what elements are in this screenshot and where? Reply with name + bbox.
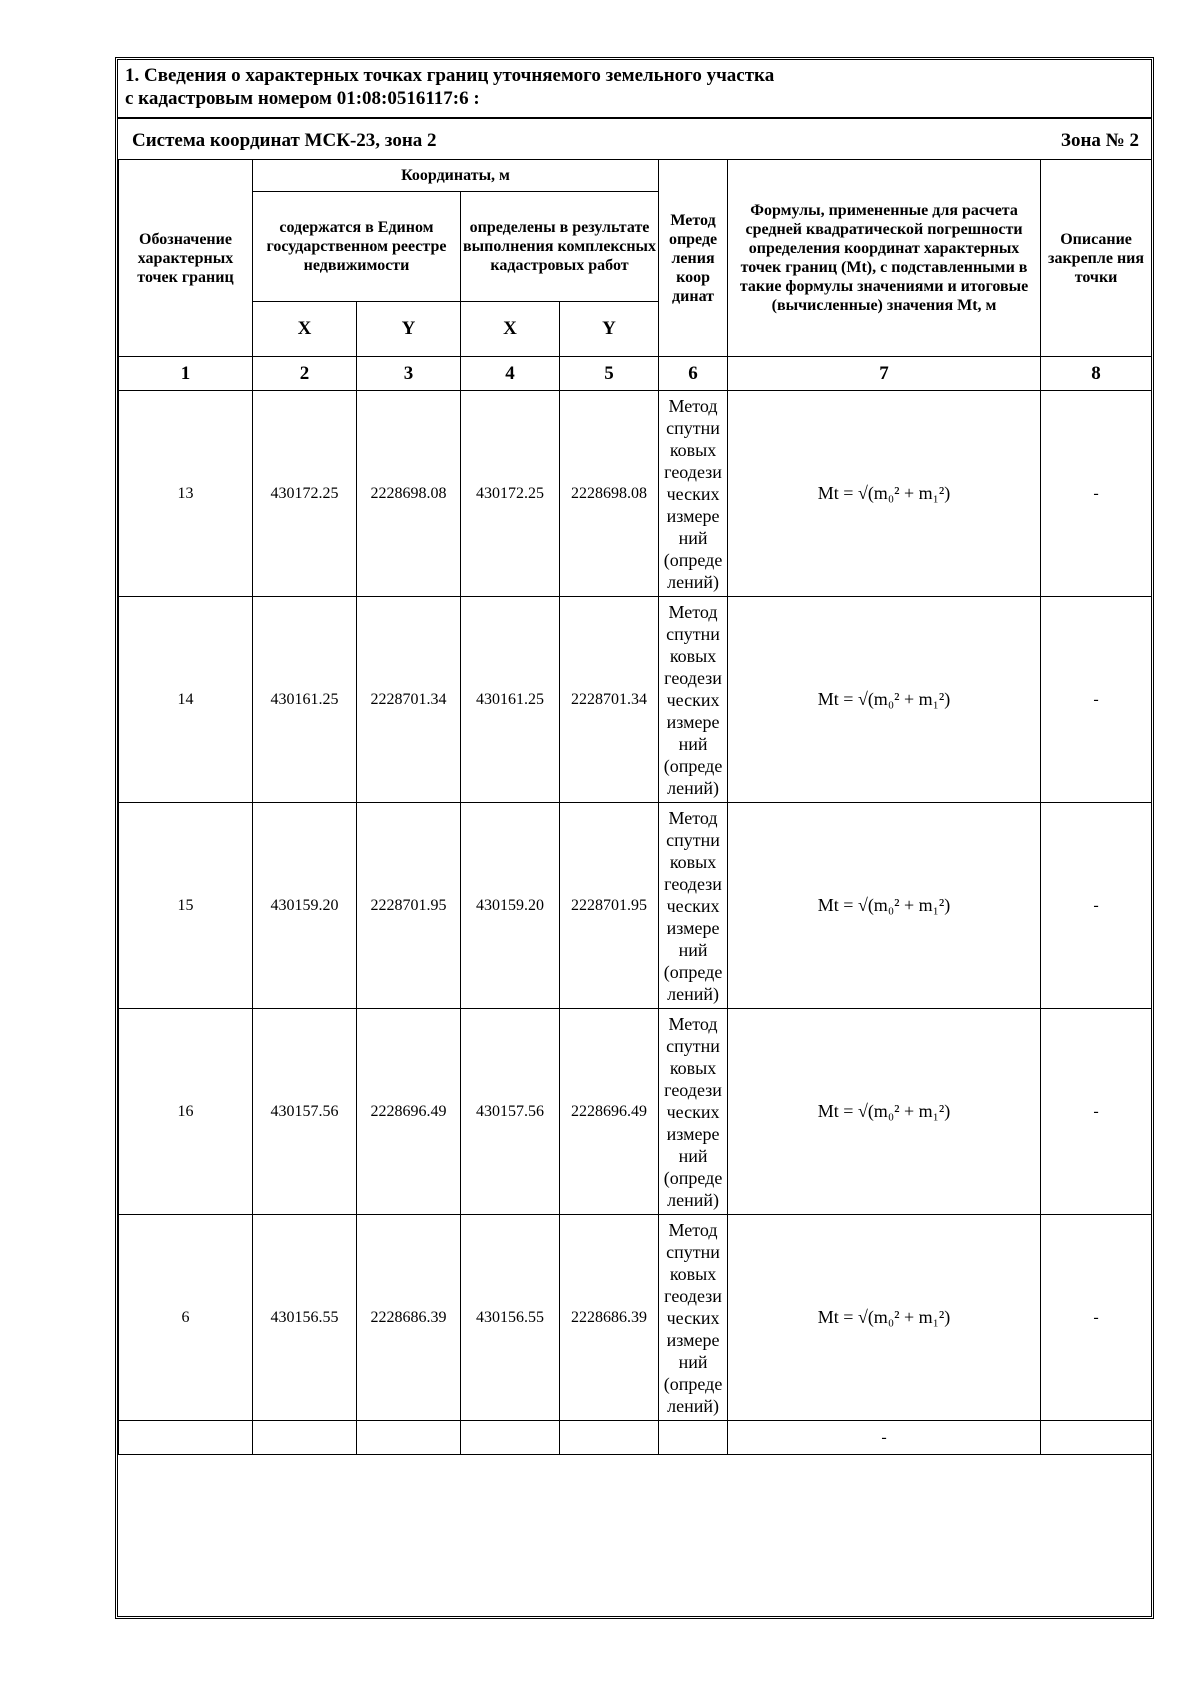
point-id: 6: [119, 1215, 253, 1421]
empty-cell: [253, 1421, 357, 1455]
method-text: Метод спутни ковых геодези ческих измере ний (опреде лений): [659, 391, 728, 597]
header-designation: Обозначение характерных точек границ: [119, 160, 253, 357]
divider: [118, 117, 1151, 119]
formula-text: Mt = √(m₀² + m₁²): [728, 803, 1041, 1009]
method-text: Метод спутни ковых геодези ческих измере ний (опреде лений): [659, 1215, 728, 1421]
column-number: 6: [659, 357, 728, 391]
y-determined: 2228701.95: [560, 803, 659, 1009]
header-method: Метод опреде ления коор динат: [659, 160, 728, 357]
coordinate-system: Система координат МСК-23, зона 2: [132, 130, 437, 151]
x-determined: 430161.25: [461, 597, 560, 803]
empty-cell: [461, 1421, 560, 1455]
empty-cell: [1041, 1421, 1152, 1455]
header-description: Описание закрепле ния точки: [1041, 160, 1152, 357]
empty-cell: [357, 1421, 461, 1455]
x-determined: 430157.56: [461, 1009, 560, 1215]
y-determined: 2228701.34: [560, 597, 659, 803]
y-egrn: 2228698.08: [357, 391, 461, 597]
empty-cell: [560, 1421, 659, 1455]
header-formulas: Формулы, примененные для расчета средней квадратической погрешности определения координат характерных точек границ (Mt), с подставленными в такие формулы значениями и итоговые (вычисленные) значения Mt, м: [728, 160, 1041, 357]
column-number: 8: [1041, 357, 1152, 391]
table-row: [119, 391, 1152, 597]
table-row: [119, 1009, 1152, 1215]
x-determined: 430159.20: [461, 803, 560, 1009]
description: -: [1041, 1215, 1152, 1421]
empty-cell: [119, 1421, 253, 1455]
y-egrn: 2228701.95: [357, 803, 461, 1009]
table-row: [119, 803, 1152, 1009]
point-id: 14: [119, 597, 253, 803]
column-number: 4: [461, 357, 560, 391]
point-id: 13: [119, 391, 253, 597]
table-row-empty: [119, 1421, 1152, 1455]
header-coordinates: Координаты, м: [253, 160, 659, 192]
formula-text: -: [728, 1421, 1041, 1455]
description: -: [1041, 803, 1152, 1009]
method-text: Метод спутни ковых геодези ческих измере ний (опреде лений): [659, 597, 728, 803]
header-determined: определены в результате выполнения комплексных кадастровых работ: [461, 192, 659, 302]
column-number: 2: [253, 357, 357, 391]
section-title: [125, 64, 774, 110]
point-id: 15: [119, 803, 253, 1009]
column-number: 5: [560, 357, 659, 391]
y-determined: 2228686.39: [560, 1215, 659, 1421]
y-egrn: 2228686.39: [357, 1215, 461, 1421]
y-egrn: 2228701.34: [357, 597, 461, 803]
x-determined: 430156.55: [461, 1215, 560, 1421]
y-egrn: 2228696.49: [357, 1009, 461, 1215]
empty-cell: [659, 1421, 728, 1455]
x-egrn: 430156.55: [253, 1215, 357, 1421]
points-table: [118, 159, 1152, 1455]
header-x-egrn: X: [253, 302, 357, 357]
x-egrn: 430161.25: [253, 597, 357, 803]
x-egrn: 430159.20: [253, 803, 357, 1009]
header-x-determined: X: [461, 302, 560, 357]
title-line-1: 1. Сведения о характерных точках границ уточняемого земельного участка: [125, 65, 775, 86]
point-id: 16: [119, 1009, 253, 1215]
formula-text: Mt = √(m₀² + m₁²): [728, 391, 1041, 597]
header-y-egrn: Y: [357, 302, 461, 357]
header-egrn: содержатся в Едином государственном реестре недвижимости: [253, 192, 461, 302]
method-text: Метод спутни ковых геодези ческих измере ний (опреде лений): [659, 1009, 728, 1215]
table-row: [119, 1215, 1152, 1421]
y-determined: 2228696.49: [560, 1009, 659, 1215]
header-y-determined: Y: [560, 302, 659, 357]
y-determined: 2228698.08: [560, 391, 659, 597]
document-frame: [115, 57, 1154, 1619]
title-line-2: с кадастровым номером 01:08:0516117:6 :: [125, 88, 480, 109]
x-egrn: 430172.25: [253, 391, 357, 597]
method-text: Метод спутни ковых геодези ческих измере ний (опреде лений): [659, 803, 728, 1009]
formula-text: Mt = √(m₀² + m₁²): [728, 1215, 1041, 1421]
column-number: 1: [119, 357, 253, 391]
formula-text: Mt = √(m₀² + m₁²): [728, 597, 1041, 803]
description: -: [1041, 391, 1152, 597]
column-number: 7: [728, 357, 1041, 391]
column-number: 3: [357, 357, 461, 391]
description: -: [1041, 1009, 1152, 1215]
table-row: [119, 597, 1152, 803]
formula-text: Mt = √(m₀² + m₁²): [728, 1009, 1041, 1215]
x-determined: 430172.25: [461, 391, 560, 597]
description: -: [1041, 597, 1152, 803]
zone-number: Зона № 2: [1060, 130, 1139, 151]
x-egrn: 430157.56: [253, 1009, 357, 1215]
